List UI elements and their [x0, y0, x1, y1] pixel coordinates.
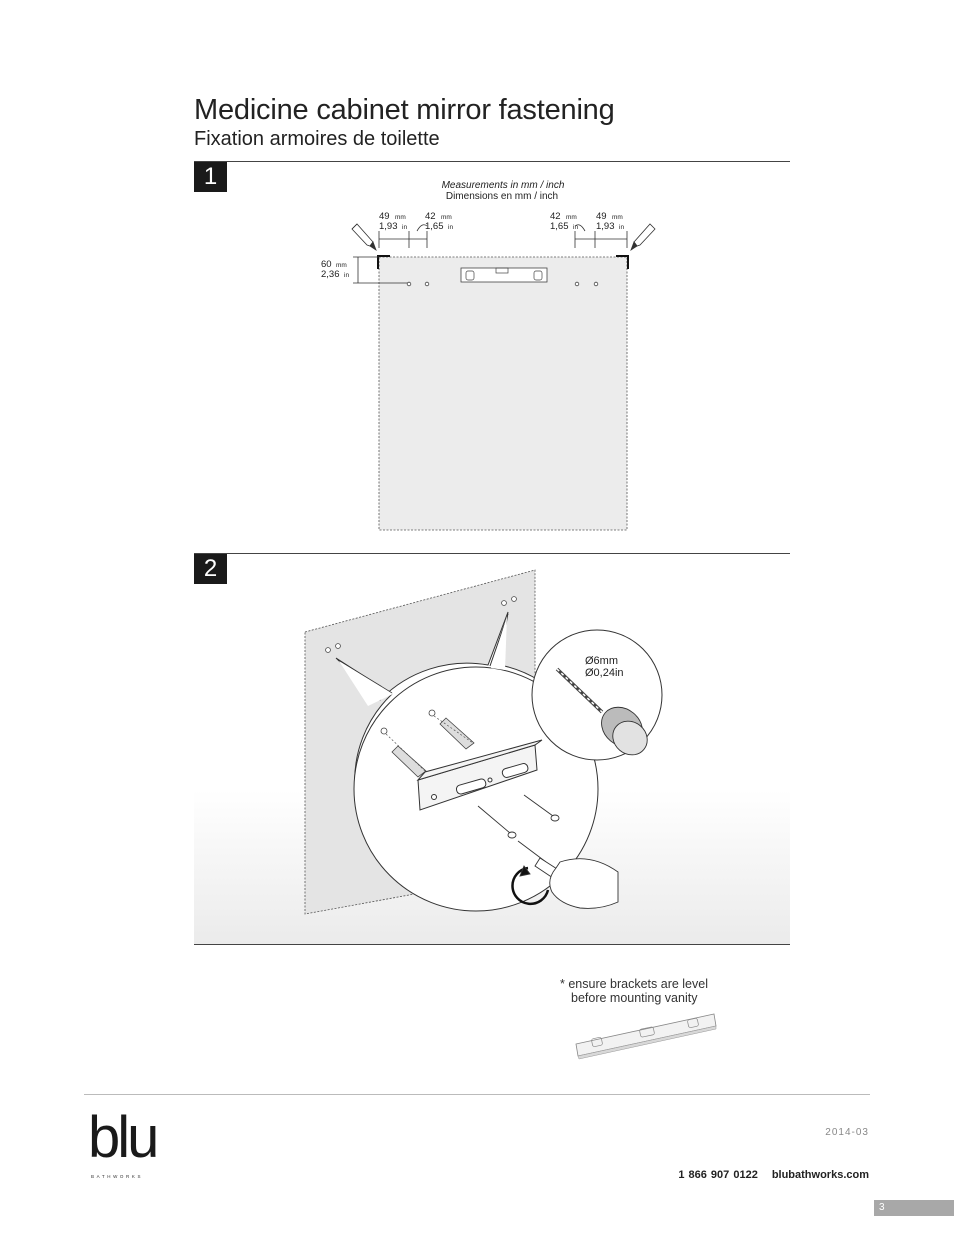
dim-top-in: 2,36	[321, 269, 340, 280]
page-subtitle: Fixation armoires de toilette	[194, 128, 440, 150]
dim-unit-mm: mm	[612, 214, 623, 221]
dim-unit-in: in	[402, 224, 408, 231]
page-title: Medicine cabinet mirror fastening	[194, 94, 615, 126]
phone-number: 1 866 907 0122	[678, 1169, 758, 1181]
dim-unit-mm: mm	[395, 214, 406, 221]
dim-unit-mm: mm	[336, 262, 347, 269]
page-number: 3	[874, 1200, 954, 1216]
step1-number: 1	[194, 162, 227, 192]
dim-unit-in: in	[344, 272, 350, 279]
dim-unit-mm: mm	[441, 214, 452, 221]
dim-right-inner-mm: 42	[550, 211, 561, 222]
brand-logo: blu	[88, 1105, 157, 1170]
contact-info	[560, 1169, 869, 1181]
step2-number: 2	[194, 554, 227, 584]
drill-size-in: Ø0,24in	[585, 667, 624, 679]
dim-unit-in: in	[573, 224, 579, 231]
step1-caption-fr: Dimensions en mm / inch	[445, 191, 559, 202]
dim-left-outer-in: 1,93	[379, 221, 398, 232]
level-note	[560, 977, 780, 1005]
step1-caption-en: Measurements in mm / inch	[441, 180, 565, 191]
dim-right-inner-in: 1,65	[550, 221, 569, 232]
website: blubathworks.com	[771, 1169, 869, 1181]
dim-left-outer-mm: 49	[379, 211, 390, 222]
drill-size-mm: Ø6mm	[585, 655, 618, 667]
level-note-line1: * ensure brackets are level	[560, 977, 708, 991]
dim-top-mm: 60	[321, 259, 332, 270]
dim-left-inner-mm: 42	[425, 211, 436, 222]
dim-unit-mm: mm	[566, 214, 577, 221]
level-note-line2: before mounting vanity	[571, 991, 698, 1005]
dim-right-outer-in: 1,93	[596, 221, 615, 232]
brand-logo-subtitle: BATHWORKS	[91, 1174, 144, 1179]
dim-unit-in: in	[448, 224, 454, 231]
dim-left-inner-in: 1,65	[425, 221, 444, 232]
dim-unit-in: in	[619, 224, 625, 231]
dim-right-outer-mm: 49	[596, 211, 607, 222]
spirit-level-icon	[570, 1008, 720, 1060]
document-date: 2014-03	[825, 1127, 869, 1138]
footer-divider	[84, 1094, 870, 1095]
